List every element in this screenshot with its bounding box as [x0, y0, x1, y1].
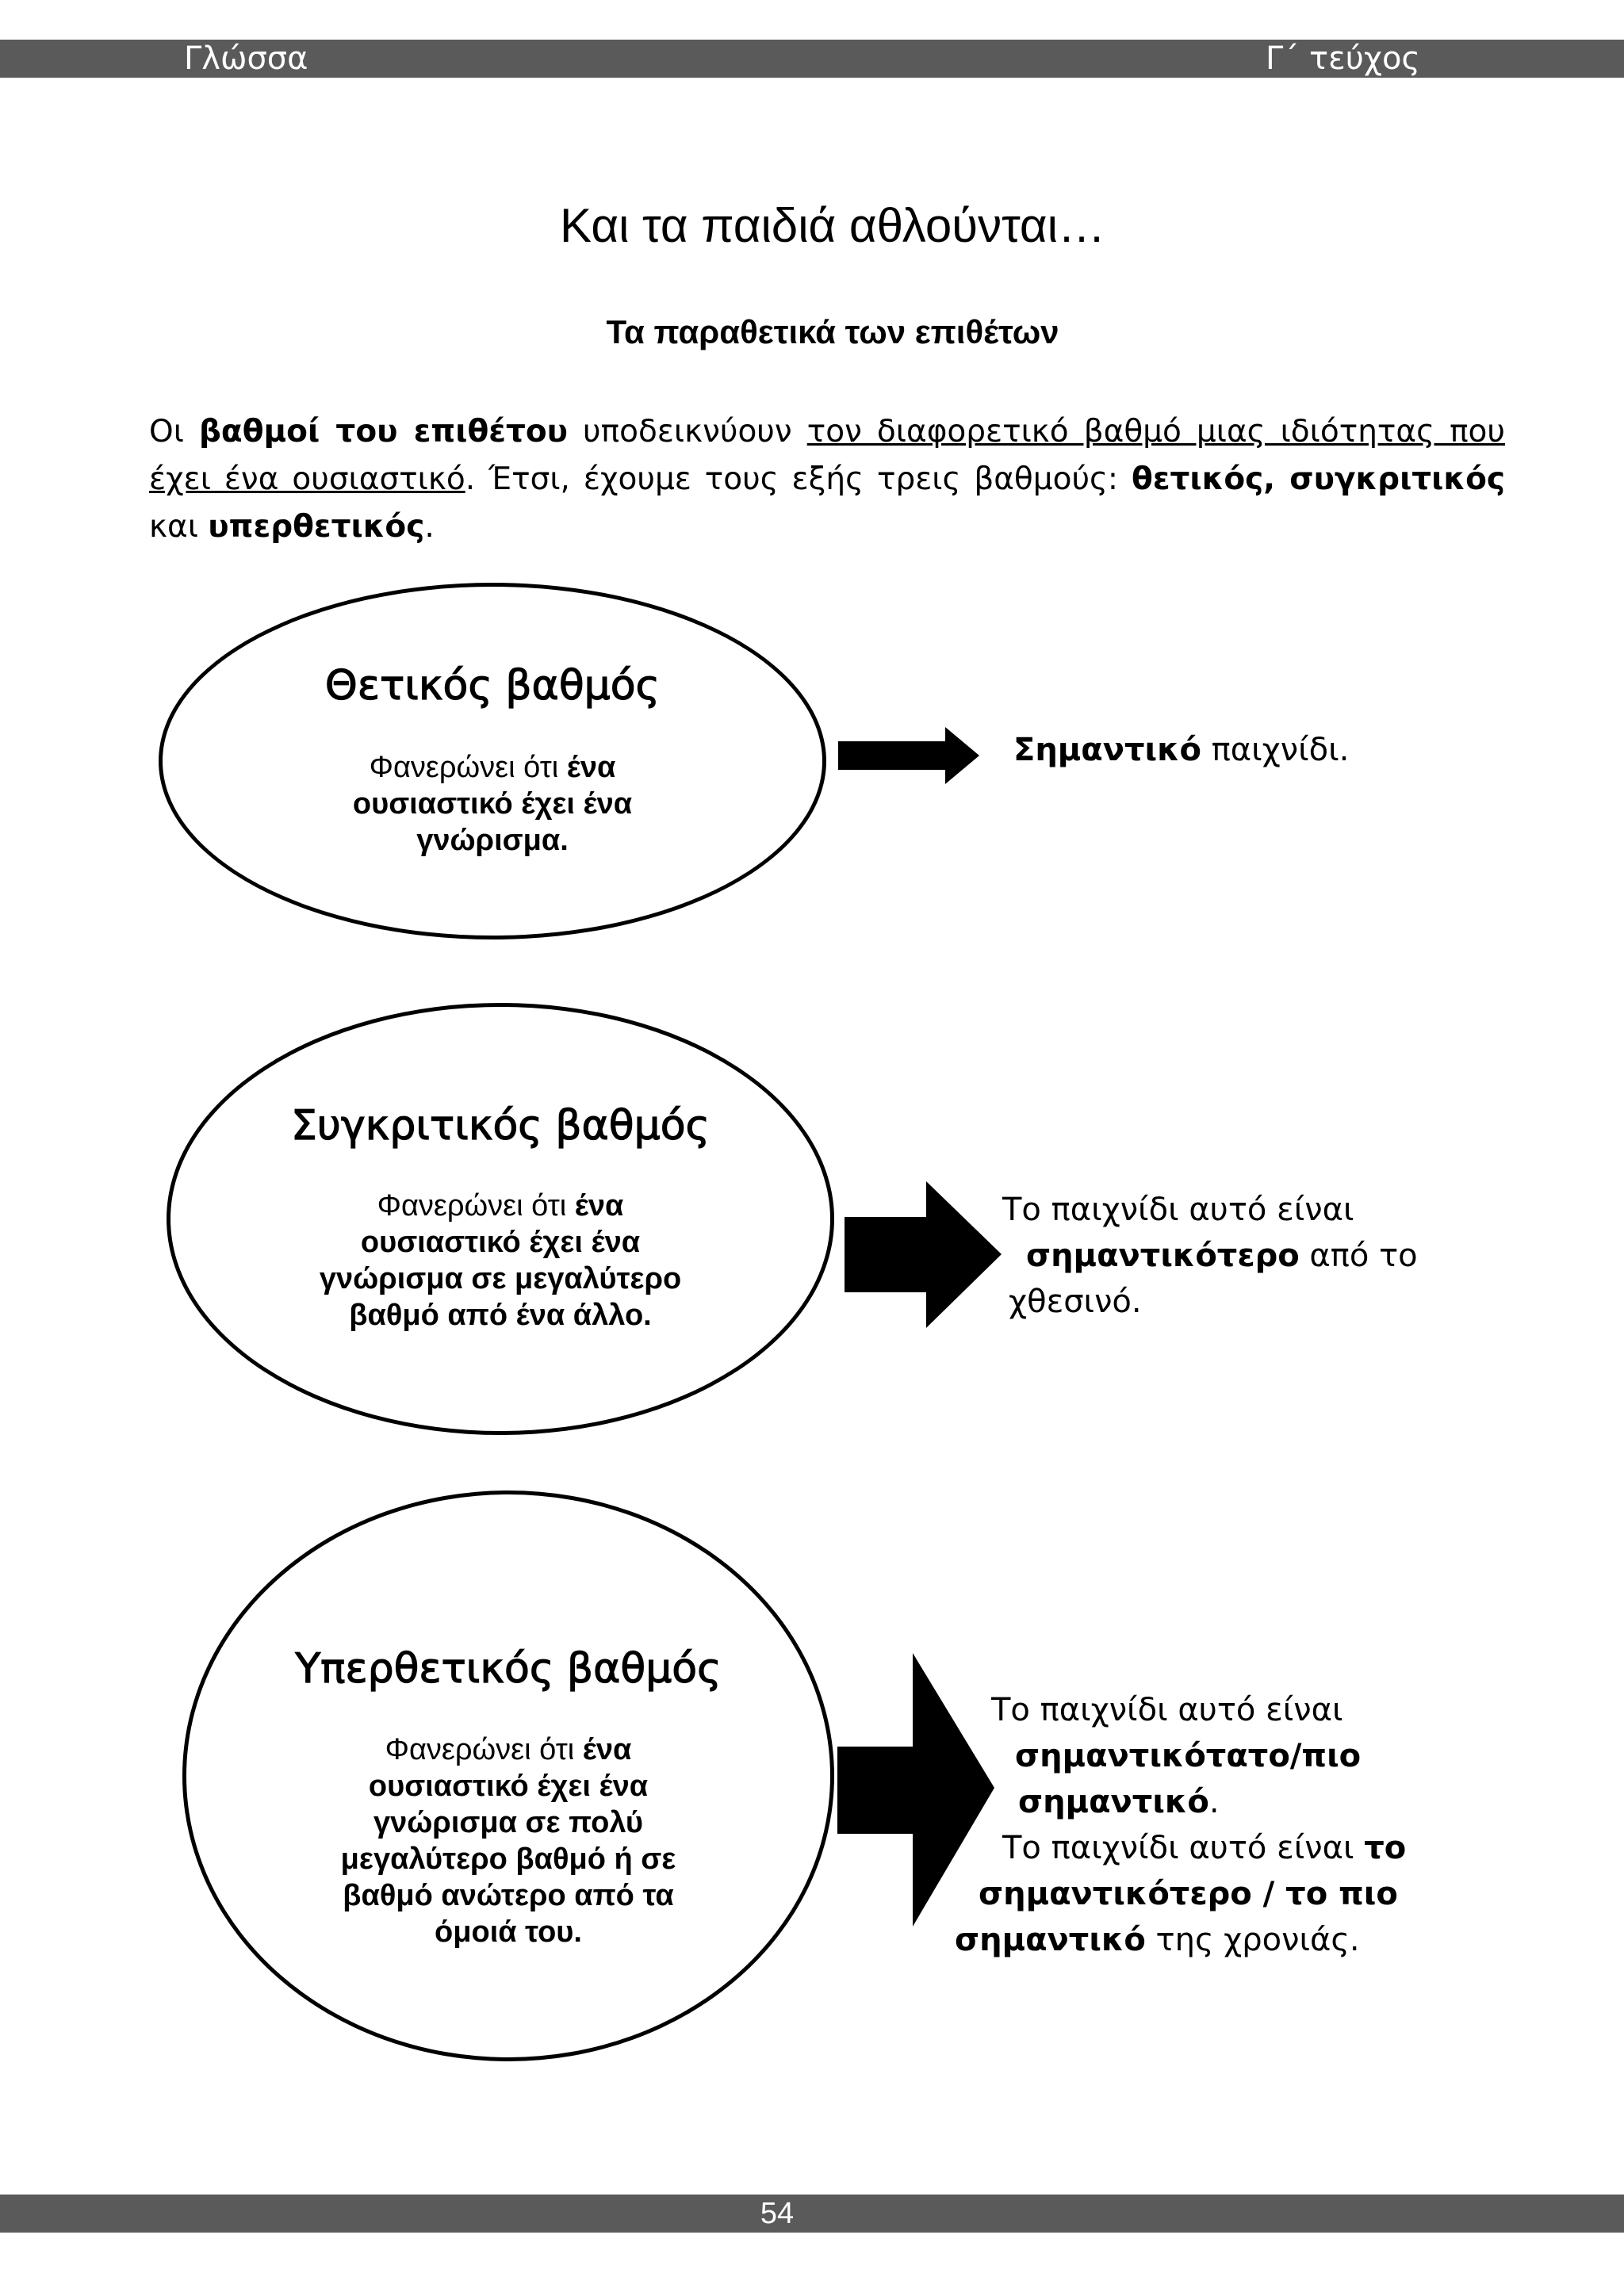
comparative-degree-title: Συγκριτικός βαθμός: [290, 1102, 710, 1150]
intro-bold-term: βαθμοί του επιθέτου: [198, 414, 568, 450]
intro-paragraph: [149, 408, 1505, 551]
page-subtitle: Τα παραθετικά των επιθέτων: [606, 313, 1059, 350]
page-number: 54: [760, 2197, 795, 2230]
superlative-degree-example: [955, 1687, 1407, 1963]
page-title: Και τα παιδιά αθλούνται…: [560, 199, 1105, 252]
positive-degree-example: [1013, 727, 1349, 773]
intro-bold-degree: υπερθετικός: [208, 509, 425, 545]
desc-bold: ένα: [574, 1189, 624, 1223]
desc-bold: ουσιαστικό έχει ένα: [360, 1226, 641, 1259]
desc-bold: ένα: [582, 1733, 632, 1766]
example-bold: σημαντικότερο / το πιο: [979, 1876, 1398, 1912]
intro-text: .: [424, 509, 435, 545]
example-text: της χρονιάς.: [1145, 1922, 1360, 1958]
header-subject: Γλώσσα: [184, 40, 308, 77]
desc-bold: όμοιά του.: [435, 1915, 582, 1949]
right-arrow-icon: [837, 1653, 996, 1931]
example-bold: σημαντικό: [955, 1922, 1146, 1958]
example-text: .: [1208, 1784, 1220, 1820]
intro-bold-degrees: θετικός, συγκριτικός: [1132, 461, 1506, 497]
example-bold: το: [1364, 1830, 1407, 1866]
desc-bold: γνώρισμα σε πολύ: [373, 1806, 644, 1839]
desc-text: Φανερώνει ότι: [377, 1189, 575, 1223]
intro-text: . Έτσι, έχουμε τους εξής τρεις βαθμούς:: [465, 461, 1132, 497]
example-bold: Σημαντικό: [1013, 732, 1201, 768]
comparative-degree-example: [1002, 1187, 1418, 1325]
right-arrow-icon: [845, 1181, 1003, 1332]
desc-bold: μεγαλύτερο βαθμό ή σε: [340, 1843, 676, 1876]
header-bar: [0, 40, 1624, 78]
desc-bold: βαθμό ανώτερο από τα: [343, 1879, 674, 1912]
comparative-degree-description: [266, 1188, 734, 1334]
desc-bold: ουσιαστικό έχει ένα: [352, 787, 633, 821]
intro-text: και: [149, 509, 209, 545]
example-text: Το παιχνίδι αυτό είναι: [1002, 1192, 1354, 1228]
desc-bold: γνώρισμα σε μεγαλύτερο: [319, 1262, 682, 1295]
desc-text: Φανερώνει ότι: [385, 1733, 583, 1766]
example-text: παιχνίδι.: [1201, 732, 1350, 768]
superlative-degree-title: Υπερθετικός βαθμός: [295, 1645, 722, 1693]
desc-bold: βαθμό από ένα άλλο.: [349, 1299, 652, 1332]
example-text: χθεσινό.: [1009, 1284, 1142, 1320]
header-issue: Γ΄ τεύχος: [1266, 40, 1420, 77]
example-bold: σημαντικό: [1018, 1784, 1209, 1820]
footer-bar: [0, 2195, 1624, 2233]
example-bold: σημαντικότατο/πιο: [1015, 1738, 1362, 1774]
intro-underlined-definition: τον διαφορετικό βαθμό μιας ιδιότητας που έχει ένα ουσιαστικό: [149, 414, 1505, 497]
desc-bold: ένα: [566, 751, 616, 784]
desc-bold: ουσιαστικό έχει ένα: [368, 1770, 649, 1803]
example-bold: σημαντικότερο: [1026, 1238, 1300, 1274]
superlative-degree-description: [282, 1732, 734, 1950]
positive-degree-title: Θετικός βαθμός: [324, 662, 661, 710]
example-text: από το: [1299, 1238, 1418, 1274]
positive-degree-description: [301, 749, 684, 859]
example-text: Το παιχνίδι αυτό είναι: [991, 1692, 1343, 1728]
desc-bold: γνώρισμα.: [416, 824, 569, 857]
intro-text: Οι: [149, 414, 199, 450]
right-arrow-icon: [838, 725, 981, 789]
example-text: Το παιχνίδι αυτό είναι: [1002, 1830, 1365, 1866]
desc-text: Φανερώνει ότι: [369, 751, 567, 784]
intro-text: υποδεικνύουν: [567, 414, 807, 450]
